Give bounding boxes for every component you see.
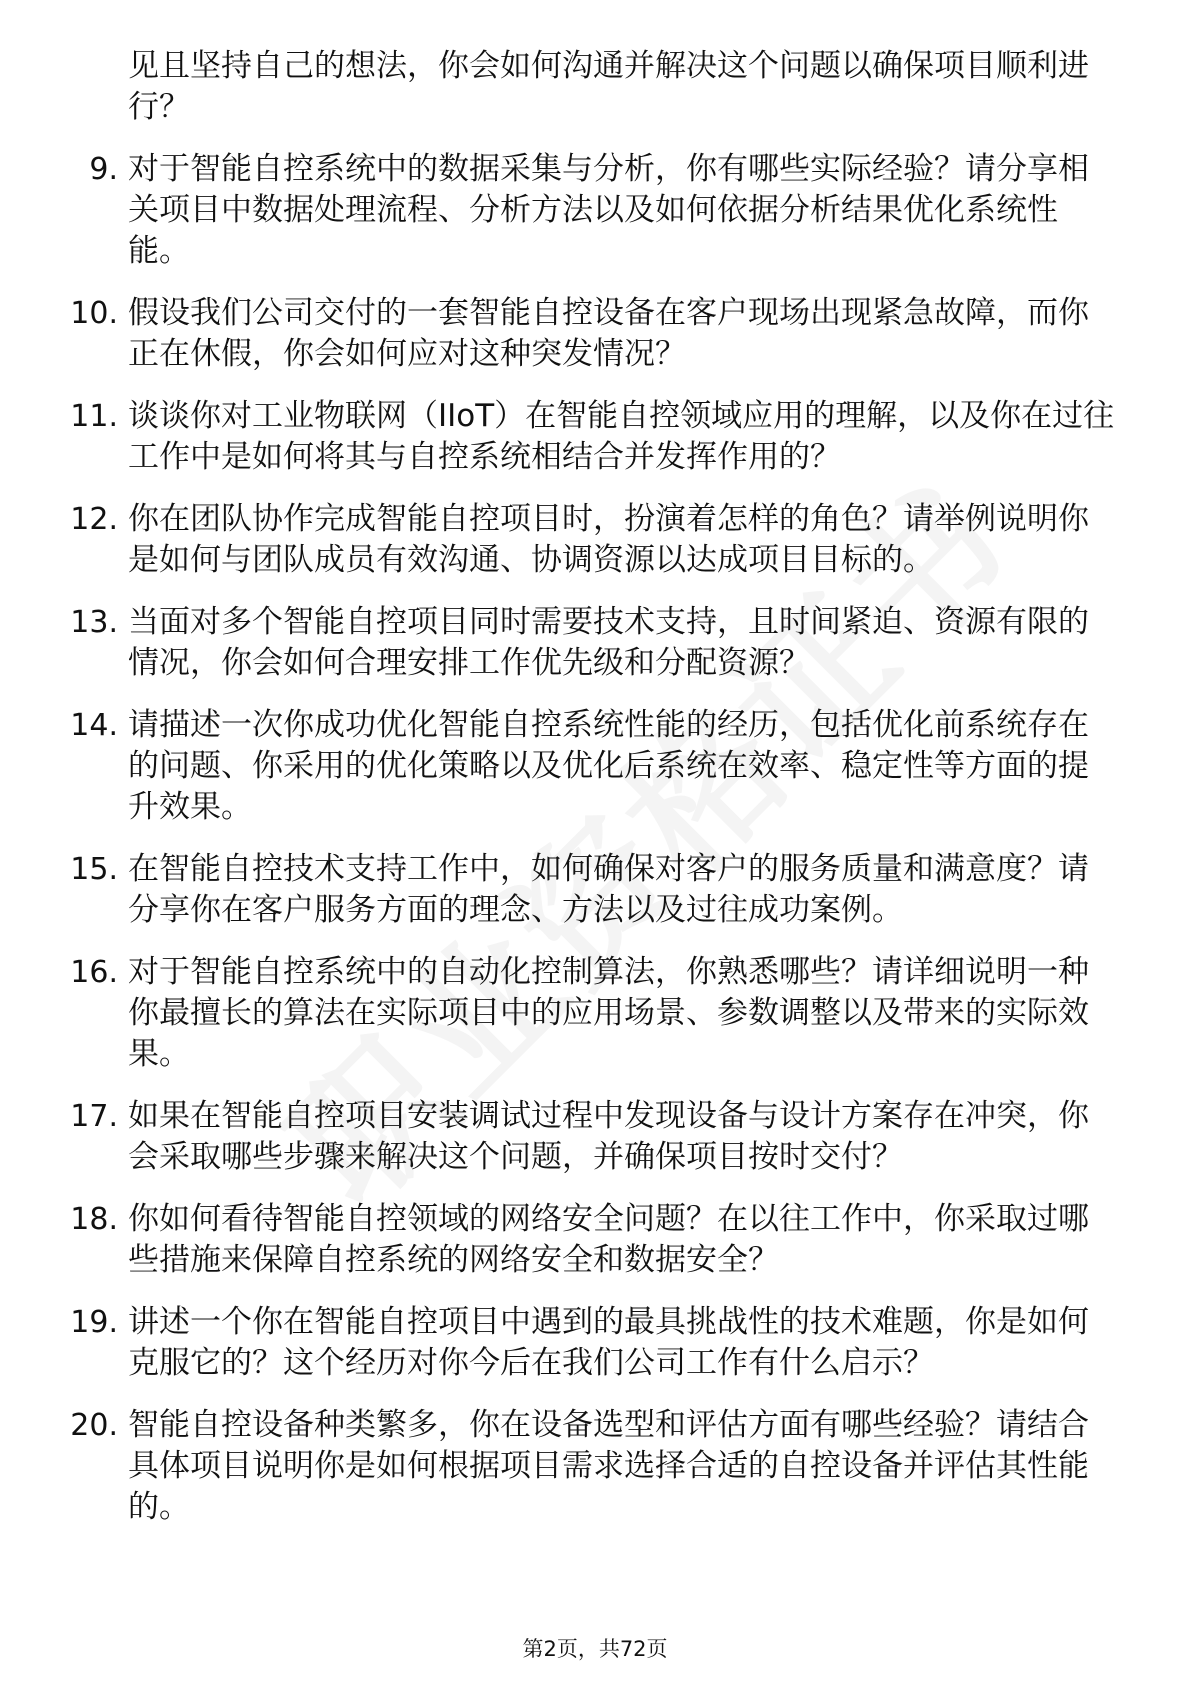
question-number: 18. bbox=[70, 1202, 118, 1237]
page-footer: 第2页，共72页 bbox=[522, 1637, 668, 1661]
question-item bbox=[0, 499, 1118, 581]
question-text: 请描述一次你成功优化智能自控系统性能的经历，包括优化前系统存在的问题、你采用的优化策略以及优化后系统在效率、稳定性等方面的提升效果。 bbox=[128, 707, 1089, 825]
question-item bbox=[0, 952, 1118, 1075]
continuation-paragraph bbox=[0, 46, 1118, 128]
question-text: 当面对多个智能自控项目同时需要技术支持，且时间紧迫、资源有限的情况，你会如何合理安排工作优先级和分配资源？ bbox=[128, 604, 1089, 681]
question-text: 你如何看待智能自控领域的网络安全问题？在以往工作中，你采取过哪些措施来保障自控系统的网络安全和数据安全？ bbox=[128, 1201, 1089, 1278]
question-number: 17. bbox=[70, 1099, 118, 1134]
question-text: 智能自控设备种类繁多，你在设备选型和评估方面有哪些经验？请结合具体项目说明你是如何根据项目需求选择合适的自控设备并评估其性能的。 bbox=[128, 1407, 1089, 1525]
question-number: 19. bbox=[70, 1305, 118, 1340]
question-number: 13. bbox=[70, 605, 118, 640]
question-number: 16. bbox=[70, 955, 118, 990]
question-number: 10. bbox=[70, 296, 118, 331]
question-item bbox=[0, 849, 1118, 931]
question-number: 20. bbox=[70, 1408, 118, 1443]
continuation-text: 见且坚持自己的想法，你会如何沟通并解决这个问题以确保项目顺利进行？ bbox=[128, 48, 1089, 125]
question-text: 对于智能自控系统中的自动化控制算法，你熟悉哪些？请详细说明一种你最擅长的算法在实际项目中的应用场景、参数调整以及带来的实际效果。 bbox=[128, 954, 1089, 1072]
question-text: 讲述一个你在智能自控项目中遇到的最具挑战性的技术难题，你是如何克服它的？这个经历对你今后在我们公司工作有什么启示？ bbox=[128, 1304, 1089, 1381]
question-number: 15. bbox=[70, 852, 118, 887]
question-text: 如果在智能自控项目安装调试过程中发现设备与设计方案存在冲突，你会采取哪些步骤来解决这个问题，并确保项目按时交付？ bbox=[128, 1098, 1089, 1175]
question-number: 9. bbox=[89, 152, 118, 187]
question-item bbox=[0, 1302, 1118, 1384]
question-text: 在智能自控技术支持工作中，如何确保对客户的服务质量和满意度？请分享你在客户服务方面的理念、方法以及过往成功案例。 bbox=[128, 851, 1089, 928]
question-item bbox=[0, 1405, 1118, 1528]
question-list bbox=[0, 46, 1190, 1549]
question-text: 对于智能自控系统中的数据采集与分析，你有哪些实际经验？请分享相关项目中数据处理流程、分析方法以及如何依据分析结果优化系统性能。 bbox=[128, 151, 1089, 269]
question-item bbox=[0, 705, 1118, 828]
question-item bbox=[0, 1199, 1118, 1281]
question-number: 14. bbox=[70, 708, 118, 743]
question-number: 11. bbox=[70, 399, 118, 434]
question-item bbox=[0, 1096, 1118, 1178]
question-item bbox=[0, 396, 1118, 478]
question-item bbox=[0, 293, 1118, 375]
question-text: 假设我们公司交付的一套智能自控设备在客户现场出现紧急故障，而你正在休假，你会如何应对这种突发情况？ bbox=[128, 295, 1089, 372]
question-number: 12. bbox=[70, 502, 118, 537]
question-text: 你在团队协作完成智能自控项目时，扮演着怎样的角色？请举例说明你是如何与团队成员有效沟通、协调资源以达成项目目标的。 bbox=[128, 501, 1089, 578]
question-item bbox=[0, 602, 1118, 684]
question-text: 谈谈你对工业物联网（IIoT）在智能自控领域应用的理解，以及你在过往工作中是如何将其与自控系统相结合并发挥作用的？ bbox=[128, 398, 1115, 475]
question-item bbox=[0, 149, 1118, 272]
